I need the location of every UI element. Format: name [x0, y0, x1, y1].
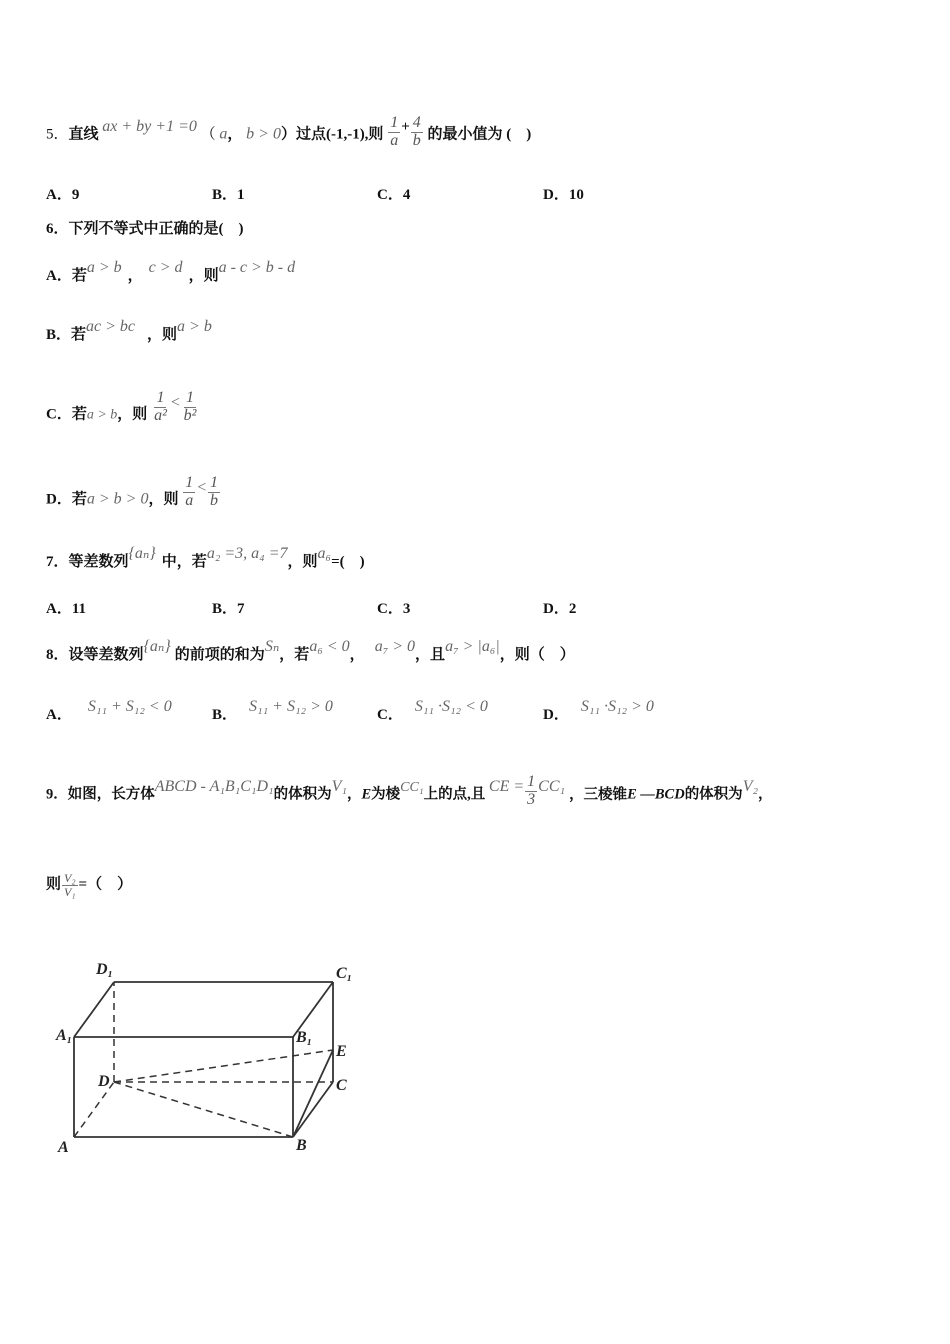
q6-c-f1-den: a²	[154, 406, 167, 424]
q6-d-f2-den: b	[210, 491, 218, 509]
q7-option-a[interactable]	[46, 602, 86, 617]
q9-ratio	[62, 872, 78, 898]
q9-ce-num: 1	[527, 773, 536, 790]
q5-plus: +	[401, 118, 410, 135]
q5-text-3: ，	[227, 126, 243, 143]
q9-text-4: 为棱	[371, 786, 401, 803]
label-E: E	[336, 1043, 347, 1060]
q9-question	[46, 872, 132, 898]
q6-option-a[interactable]	[46, 259, 296, 284]
q6-d-then: ，则	[148, 491, 179, 508]
label-B: B	[296, 1137, 307, 1154]
q9-pyramid: E —BCD	[627, 786, 685, 803]
q7-text-4: =( )	[331, 554, 365, 570]
q9-text-2: 的体积为	[273, 786, 332, 803]
q6-d-m1: a > b > 0	[86, 490, 149, 508]
q7-option-d[interactable]	[543, 602, 576, 617]
q7-option-a-value: 11	[71, 601, 87, 617]
q9-text-5: 上的点,且	[423, 786, 486, 803]
q9-text-8: ，	[758, 786, 773, 803]
q9-v1: V₁	[331, 777, 347, 795]
q8-text-1: 8．设等差数列	[46, 647, 144, 663]
q9-text-6: ，三棱锥	[569, 786, 628, 803]
q6-a-m1: a > b	[86, 259, 122, 276]
q6-c-lt: <	[169, 393, 181, 411]
q5-option-b-value: 1	[237, 187, 245, 203]
q8-stem	[46, 638, 575, 663]
q9-e: E	[361, 786, 372, 803]
q6-d-label: D．若	[46, 491, 87, 508]
q7-condition: a₂ =3, a₄ =7	[206, 545, 288, 562]
q6-a-then: ，则	[188, 268, 219, 284]
q5-fraction-2	[411, 115, 423, 150]
q7-text-2: 中，若	[161, 554, 207, 570]
q8-option-d-label: D．	[543, 707, 569, 723]
q5-option-c-value: 4	[402, 187, 411, 203]
q6-b-label: B．若	[46, 327, 87, 343]
q5-option-a-value: 9	[71, 187, 80, 203]
q7-sequence: {aₙ}	[128, 545, 156, 562]
q6-c-label: C．若	[46, 406, 87, 423]
q5-option-a-label: A．	[46, 187, 72, 203]
edge-D-E	[114, 1050, 333, 1082]
q8-option-c-label: C．	[377, 707, 403, 723]
q9-ask-pre: 则	[46, 876, 62, 893]
q6-a-m3: a - c > b - d	[218, 259, 296, 276]
q7-option-c[interactable]	[377, 602, 410, 617]
q8-text-5: ，且	[415, 647, 446, 663]
q8-option-a-value: S₁₁ + S₁₂ < 0	[87, 698, 172, 715]
q6-option-c[interactable]	[46, 389, 199, 433]
q7-option-d-value: 2	[568, 601, 577, 617]
q8-option-d[interactable]	[543, 698, 654, 723]
q5-option-b[interactable]	[212, 188, 245, 203]
q8-option-a[interactable]	[46, 698, 172, 723]
label-A1: A₁	[56, 1027, 73, 1044]
label-C1: C₁	[336, 965, 353, 982]
q9-ratio-den: V₁	[64, 884, 76, 899]
q8-sequence: {aₙ}	[143, 638, 171, 655]
label-C: C	[336, 1077, 347, 1094]
q6-c-f1-num: 1	[156, 389, 165, 406]
q5-option-c[interactable]	[377, 188, 410, 203]
q9-v2: V₂	[742, 777, 759, 795]
q5-cond-a: a	[219, 125, 228, 143]
q8-option-a-label: A．	[46, 707, 72, 723]
q5-text-2: （	[200, 126, 216, 143]
q6-a-sep: ，	[127, 268, 143, 284]
q6-d-lt: <	[196, 478, 207, 496]
label-A: A	[58, 1139, 69, 1156]
q7-stem	[46, 545, 365, 570]
q5-option-a[interactable]	[46, 188, 79, 203]
q5-option-b-label: B．	[212, 187, 238, 203]
edge-D-B	[114, 1082, 293, 1137]
q5-f2-den: b	[412, 131, 421, 149]
q7-option-b-label: B．	[212, 601, 238, 617]
q6-b-then: ，则	[147, 327, 178, 343]
q8-text-3: ，若	[279, 647, 310, 663]
cuboid-figure	[50, 950, 370, 1180]
q8-text-4: ，	[349, 647, 365, 663]
q8-text-6: ，则（ ）	[499, 647, 575, 663]
q9-ce-den: 3	[527, 790, 536, 808]
q5-cond-b: b > 0	[246, 125, 281, 143]
q8-cond-3: a₇ > |a₆|	[445, 638, 500, 655]
q6-a-label: A．若	[46, 268, 87, 284]
q8-option-d-value: S₁₁ ·S₁₂ > 0	[580, 698, 654, 715]
q5-option-d-label: D．	[543, 187, 569, 203]
q8-cond-1: a₆ < 0	[309, 638, 350, 655]
q7-option-b[interactable]	[212, 602, 245, 617]
q9-edge: CC₁	[400, 779, 424, 795]
q5-option-d[interactable]	[543, 188, 584, 203]
q6-c-then: ，则	[117, 406, 148, 423]
q9-text-3: ，	[346, 786, 362, 803]
q5-number: 5．	[46, 126, 69, 143]
q8-sum: Sₙ	[264, 638, 280, 655]
q8-option-c-value: S₁₁ ·S₁₂ < 0	[414, 698, 488, 715]
q5-stem	[46, 114, 532, 153]
q5-option-c-label: C．	[377, 187, 403, 203]
q6-stem: 6．下列不等式中正确的是( )	[46, 221, 244, 237]
q8-option-b[interactable]	[212, 698, 333, 723]
q9-text-1: 9．如图，长方体	[46, 786, 155, 803]
q9-ask-post: =（ ）	[78, 876, 133, 893]
edge-A-D	[74, 1082, 114, 1137]
q9-text-7: 的体积为	[684, 786, 743, 803]
q6-c-fraction-1	[152, 390, 169, 425]
q6-d-fraction-2	[208, 475, 220, 510]
q7-option-a-label: A．	[46, 601, 72, 617]
q6-d-f1-num: 1	[185, 474, 194, 491]
q5-f1-den: a	[390, 131, 399, 149]
q7-text-1: 7．等差数列	[46, 554, 129, 570]
label-D1: D₁	[96, 961, 114, 978]
q6-option-b[interactable]	[46, 318, 212, 343]
label-D: D	[98, 1073, 110, 1090]
q8-option-b-label: B．	[212, 707, 238, 723]
q5-text-5: 的最小值为 ( )	[427, 126, 532, 143]
edge-B-E	[293, 1050, 333, 1137]
q7-ask: a₆	[317, 545, 332, 562]
q6-d-fraction-1	[183, 475, 195, 510]
edge-A1-D1	[74, 982, 114, 1037]
q6-d-f2-num: 1	[210, 474, 218, 491]
q6-a-m2: c > d	[148, 259, 183, 276]
q6-c-f2-den: b²	[183, 406, 197, 424]
q8-option-b-value: S₁₁ + S₁₂ > 0	[249, 698, 333, 715]
edge-B-C	[293, 1082, 333, 1137]
q7-option-c-label: C．	[377, 601, 403, 617]
q9-ce-lhs: CE =	[488, 777, 525, 795]
q9-stem	[46, 773, 773, 813]
q7-option-c-value: 3	[402, 601, 411, 617]
q8-text-2: 的前项的和为	[174, 647, 265, 663]
q6-b-m2: a > b	[177, 318, 212, 335]
q6-b-m1: ac > bc	[86, 318, 136, 335]
q5-option-d-value: 10	[568, 187, 584, 203]
q7-option-d-label: D．	[543, 601, 569, 617]
q5-text-1: 直线	[68, 126, 99, 143]
q7-option-b-value: 7	[237, 601, 245, 617]
q5-text-4: ）过点(-1,-1),则	[280, 126, 384, 143]
q7-text-3: ，则	[287, 554, 318, 570]
q9-ratio-num: V₂	[64, 871, 76, 885]
q6-c-f2-num: 1	[186, 389, 195, 406]
q9-ce-fraction	[525, 774, 537, 809]
q8-option-c[interactable]	[377, 698, 488, 723]
label-B1: B₁	[296, 1029, 313, 1046]
q6-d-f1-den: a	[185, 491, 194, 509]
q5-fraction-1	[388, 115, 400, 150]
q5-f1-num: 1	[390, 114, 399, 131]
q6-c-fraction-2	[182, 390, 199, 425]
q6-c-m1: a > b	[86, 407, 118, 423]
q6-option-d[interactable]	[46, 474, 221, 518]
q9-ce-rhs: CC₁	[538, 777, 566, 795]
q9-solid: ABCD - A₁B₁C₁D₁	[154, 777, 274, 795]
q5-f2-num: 4	[412, 114, 421, 131]
q5-equation: ax + by +1 =0	[102, 117, 197, 135]
q8-cond-2: a₇ > 0	[374, 638, 416, 655]
